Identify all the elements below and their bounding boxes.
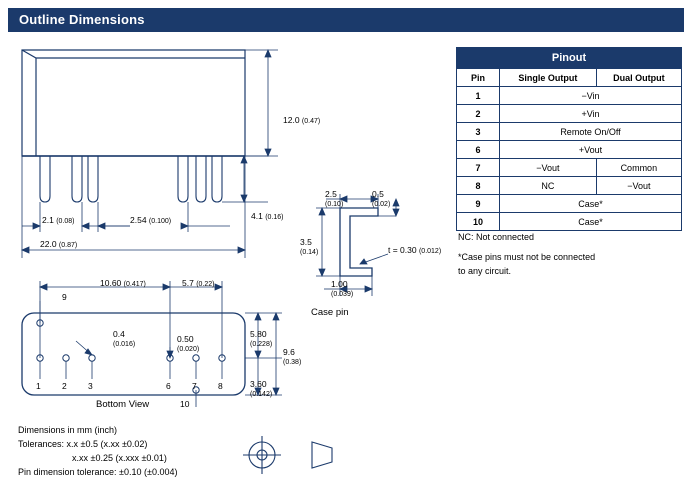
pin-number: 10: [457, 213, 500, 231]
pinout-table: [456, 47, 682, 231]
pinout-note-2: *Case pins must not be connected: [458, 252, 596, 262]
table-row: [457, 195, 682, 213]
bottom-view-drawing: [0, 292, 300, 430]
pin-function: Remote On/Off: [500, 123, 682, 141]
pin-number: 7: [457, 159, 500, 177]
section-header: [8, 8, 684, 32]
bottom-dim-b-label: 5.7 (0.22): [182, 278, 215, 288]
pin-number: 1: [457, 87, 500, 105]
tolerance-line-4: Pin dimension tolerance: ±0.10 (±0.004): [18, 467, 178, 477]
pin-9-label: 9: [62, 292, 67, 302]
pinout-col-single: Single Output: [500, 69, 597, 87]
tolerance-line-3: x.xx ±0.25 (x.xxx ±0.01): [72, 453, 167, 463]
case-top-width-label: 2.5 (0.10): [325, 189, 344, 208]
table-row: [457, 141, 682, 159]
side-height-label: 12.0 (0.47): [283, 115, 321, 125]
overall-width-label: 22.0 (0.87): [40, 239, 78, 249]
case-height-label: 3.5 (0.14): [300, 237, 319, 256]
pinout-caption: Pinout: [457, 48, 682, 69]
table-row: [457, 159, 682, 177]
pin-function: −Vin: [500, 87, 682, 105]
pinout-col-dual: Dual Output: [596, 69, 681, 87]
bottom-pin-1: 1: [36, 381, 41, 391]
pin-number: 2: [457, 105, 500, 123]
case-pin-title: Case pin: [311, 307, 349, 318]
pin-function-single: −Vout: [500, 159, 597, 177]
table-row: [457, 123, 682, 141]
bottom-pin-8: 8: [218, 381, 223, 391]
case-base-label: 1.00 (0.039): [331, 279, 354, 298]
side-pinheight-label: 4.1 (0.16): [251, 211, 284, 221]
bottom-h2-label: 9.6 (0.38): [283, 347, 302, 366]
pad-symbol-drawing: [240, 430, 370, 480]
bottom-pin-10: 10: [180, 399, 190, 409]
table-row: [457, 177, 682, 195]
pin-number: 8: [457, 177, 500, 195]
pin-function-single: NC: [500, 177, 597, 195]
pin-number: 9: [457, 195, 500, 213]
pad-dia-label: 0.50 (0.020): [177, 334, 200, 353]
pinout-note-1: NC: Not connected: [458, 232, 535, 242]
pin-function-dual: Common: [596, 159, 681, 177]
pin-number: 6: [457, 141, 500, 159]
hole-dia-label: 0.4 (0.016): [113, 329, 136, 348]
pin-function: Case*: [500, 213, 682, 231]
table-row: [457, 213, 682, 231]
pinout-note-3: to any circuit.: [458, 266, 512, 276]
pin-function: +Vout: [500, 141, 682, 159]
pinout-col-pin: Pin: [457, 69, 500, 87]
bottom-pin-7: 7: [192, 381, 197, 391]
pin-function: +Vin: [500, 105, 682, 123]
bottom-h1-label: 5.80 (0.228): [250, 329, 273, 348]
pin-function-dual: −Vout: [596, 177, 681, 195]
bottom-pin-2: 2: [62, 381, 67, 391]
pitch-a-label: 2.1 (0.08): [42, 215, 75, 225]
tolerance-line-2: Tolerances: x.x ±0.5 (x.xx ±0.02): [18, 439, 148, 449]
page-title: Outline Dimensions: [19, 12, 145, 27]
case-t-label: t = 0.30 (0.012): [388, 245, 442, 255]
pin-number: 3: [457, 123, 500, 141]
pin-function: Case*: [500, 195, 682, 213]
case-thickness-label: 0.5 (0.02): [372, 189, 391, 208]
bottom-view-title: Bottom View: [96, 399, 150, 410]
pitch-b-label: 2.54 (0.100): [130, 215, 172, 225]
tolerance-line-1: Dimensions in mm (inch): [18, 425, 118, 435]
bottom-h3-label: 3.60 (0.142): [250, 379, 273, 398]
table-row: [457, 105, 682, 123]
bottom-pin-6: 6: [166, 381, 171, 391]
table-row: [457, 87, 682, 105]
bottom-dim-a-label: 10.60 (0.417): [100, 278, 146, 288]
bottom-pin-3: 3: [88, 381, 93, 391]
